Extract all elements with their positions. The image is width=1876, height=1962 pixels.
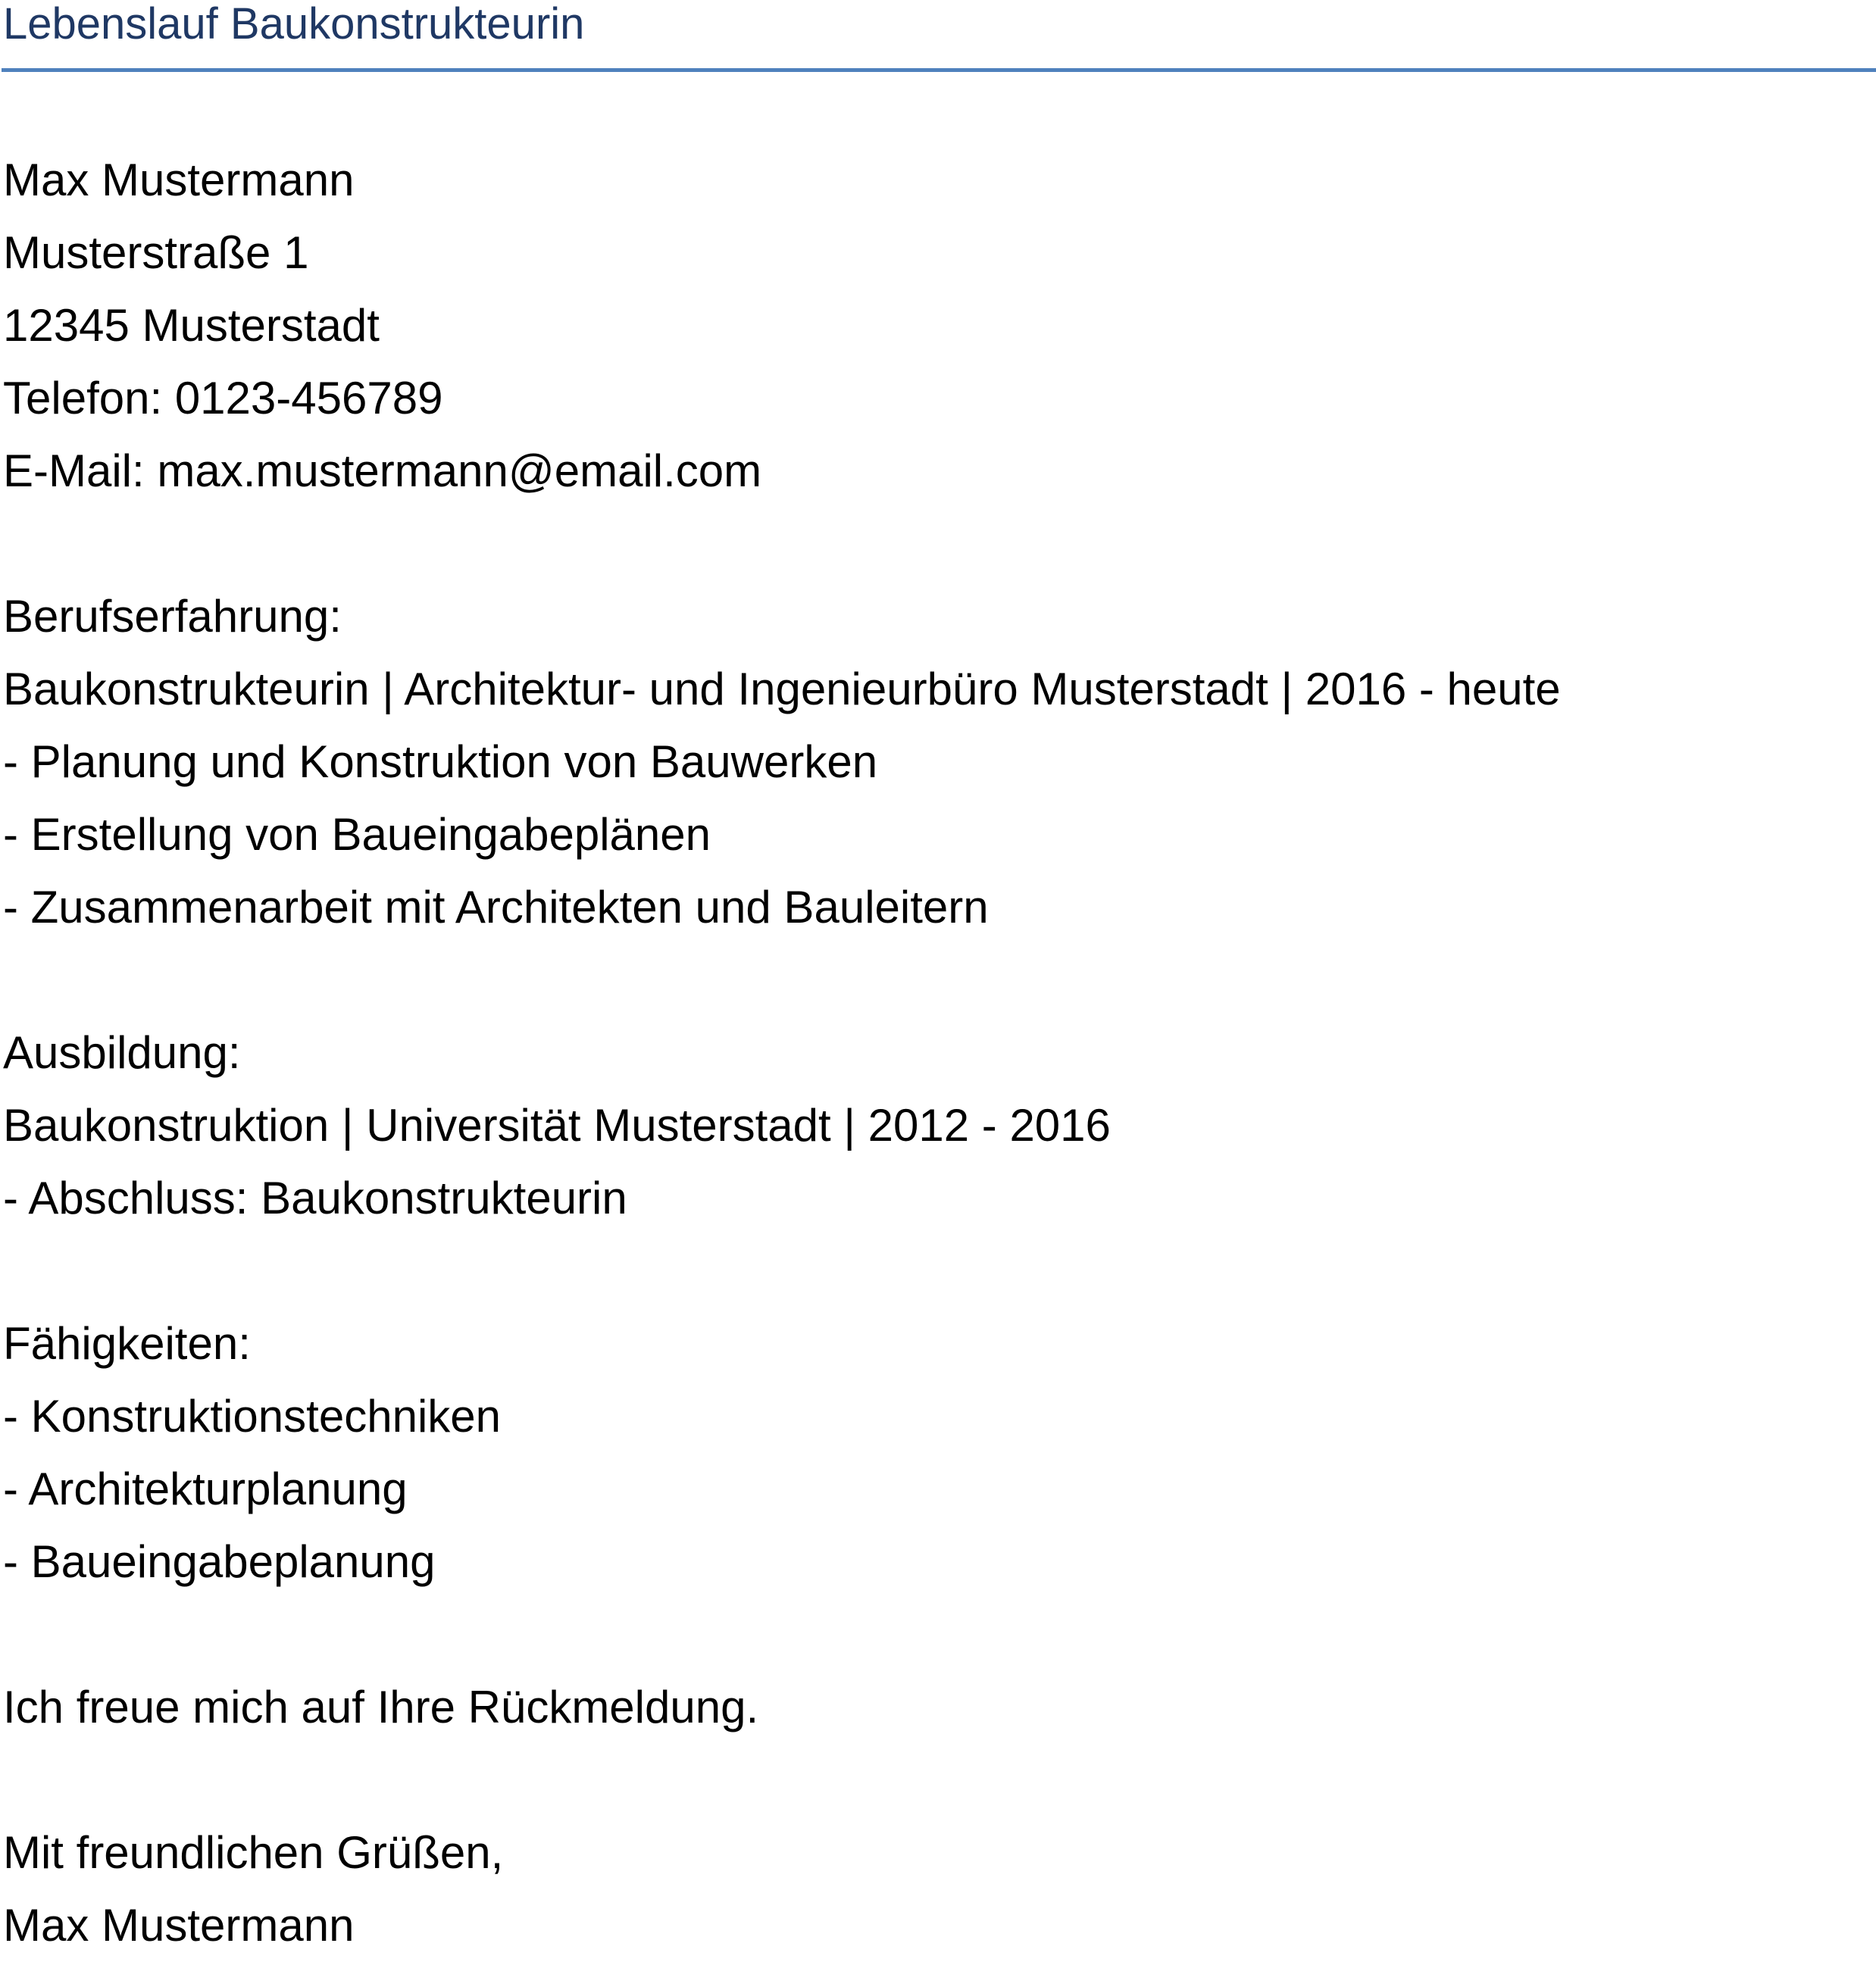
education-item: - Abschluss: Baukonstrukteurin	[3, 1173, 627, 1223]
contact-name: Max Mustermann	[3, 155, 355, 205]
skills-item: - Konstruktionstechniken	[3, 1391, 502, 1442]
closing-message: Ich freue mich auf Ihre Rückmeldung.	[3, 1682, 759, 1732]
spacer	[3, 1744, 1867, 1817]
experience-heading: Berufserfahrung:	[3, 591, 342, 642]
education-program: Baukonstruktion | Universität Musterstadt | 2012 - 2016	[3, 1100, 1111, 1151]
contact-phone: Telefon: 0123-456789	[3, 373, 443, 423]
spacer	[3, 944, 1867, 1017]
closing-salutation: Mit freundlichen Grüßen,	[3, 1827, 504, 1878]
spacer	[3, 1235, 1867, 1307]
skills-item: - Architekturplanung	[3, 1464, 408, 1514]
experience-item: - Erstellung von Baueingabeplänen	[3, 809, 711, 860]
contact-city: 12345 Musterstadt	[3, 300, 380, 351]
contact-street: Musterstraße 1	[3, 227, 309, 278]
experience-item: - Zusammenarbeit mit Architekten und Bauleitern	[3, 882, 989, 933]
spacer	[3, 508, 1867, 580]
spacer	[3, 1598, 1867, 1671]
document-title: Lebenslauf Baukonstrukteurin	[3, 0, 585, 48]
experience-item: - Planung und Konstruktion von Bauwerken	[3, 736, 878, 787]
education-heading: Ausbildung:	[3, 1027, 241, 1078]
skills-item: - Baueingabeplanung	[3, 1536, 436, 1587]
contact-email: E-Mail: max.mustermann@email.com	[3, 445, 762, 496]
experience-position: Baukonstrukteurin | Architektur- und Ingenieurbüro Musterstadt | 2016 - heute	[3, 664, 1561, 714]
closing-signature: Max Mustermann	[3, 1900, 355, 1951]
skills-heading: Fähigkeiten:	[3, 1318, 251, 1369]
title-underline	[2, 68, 1876, 72]
document-body	[3, 144, 1867, 1962]
